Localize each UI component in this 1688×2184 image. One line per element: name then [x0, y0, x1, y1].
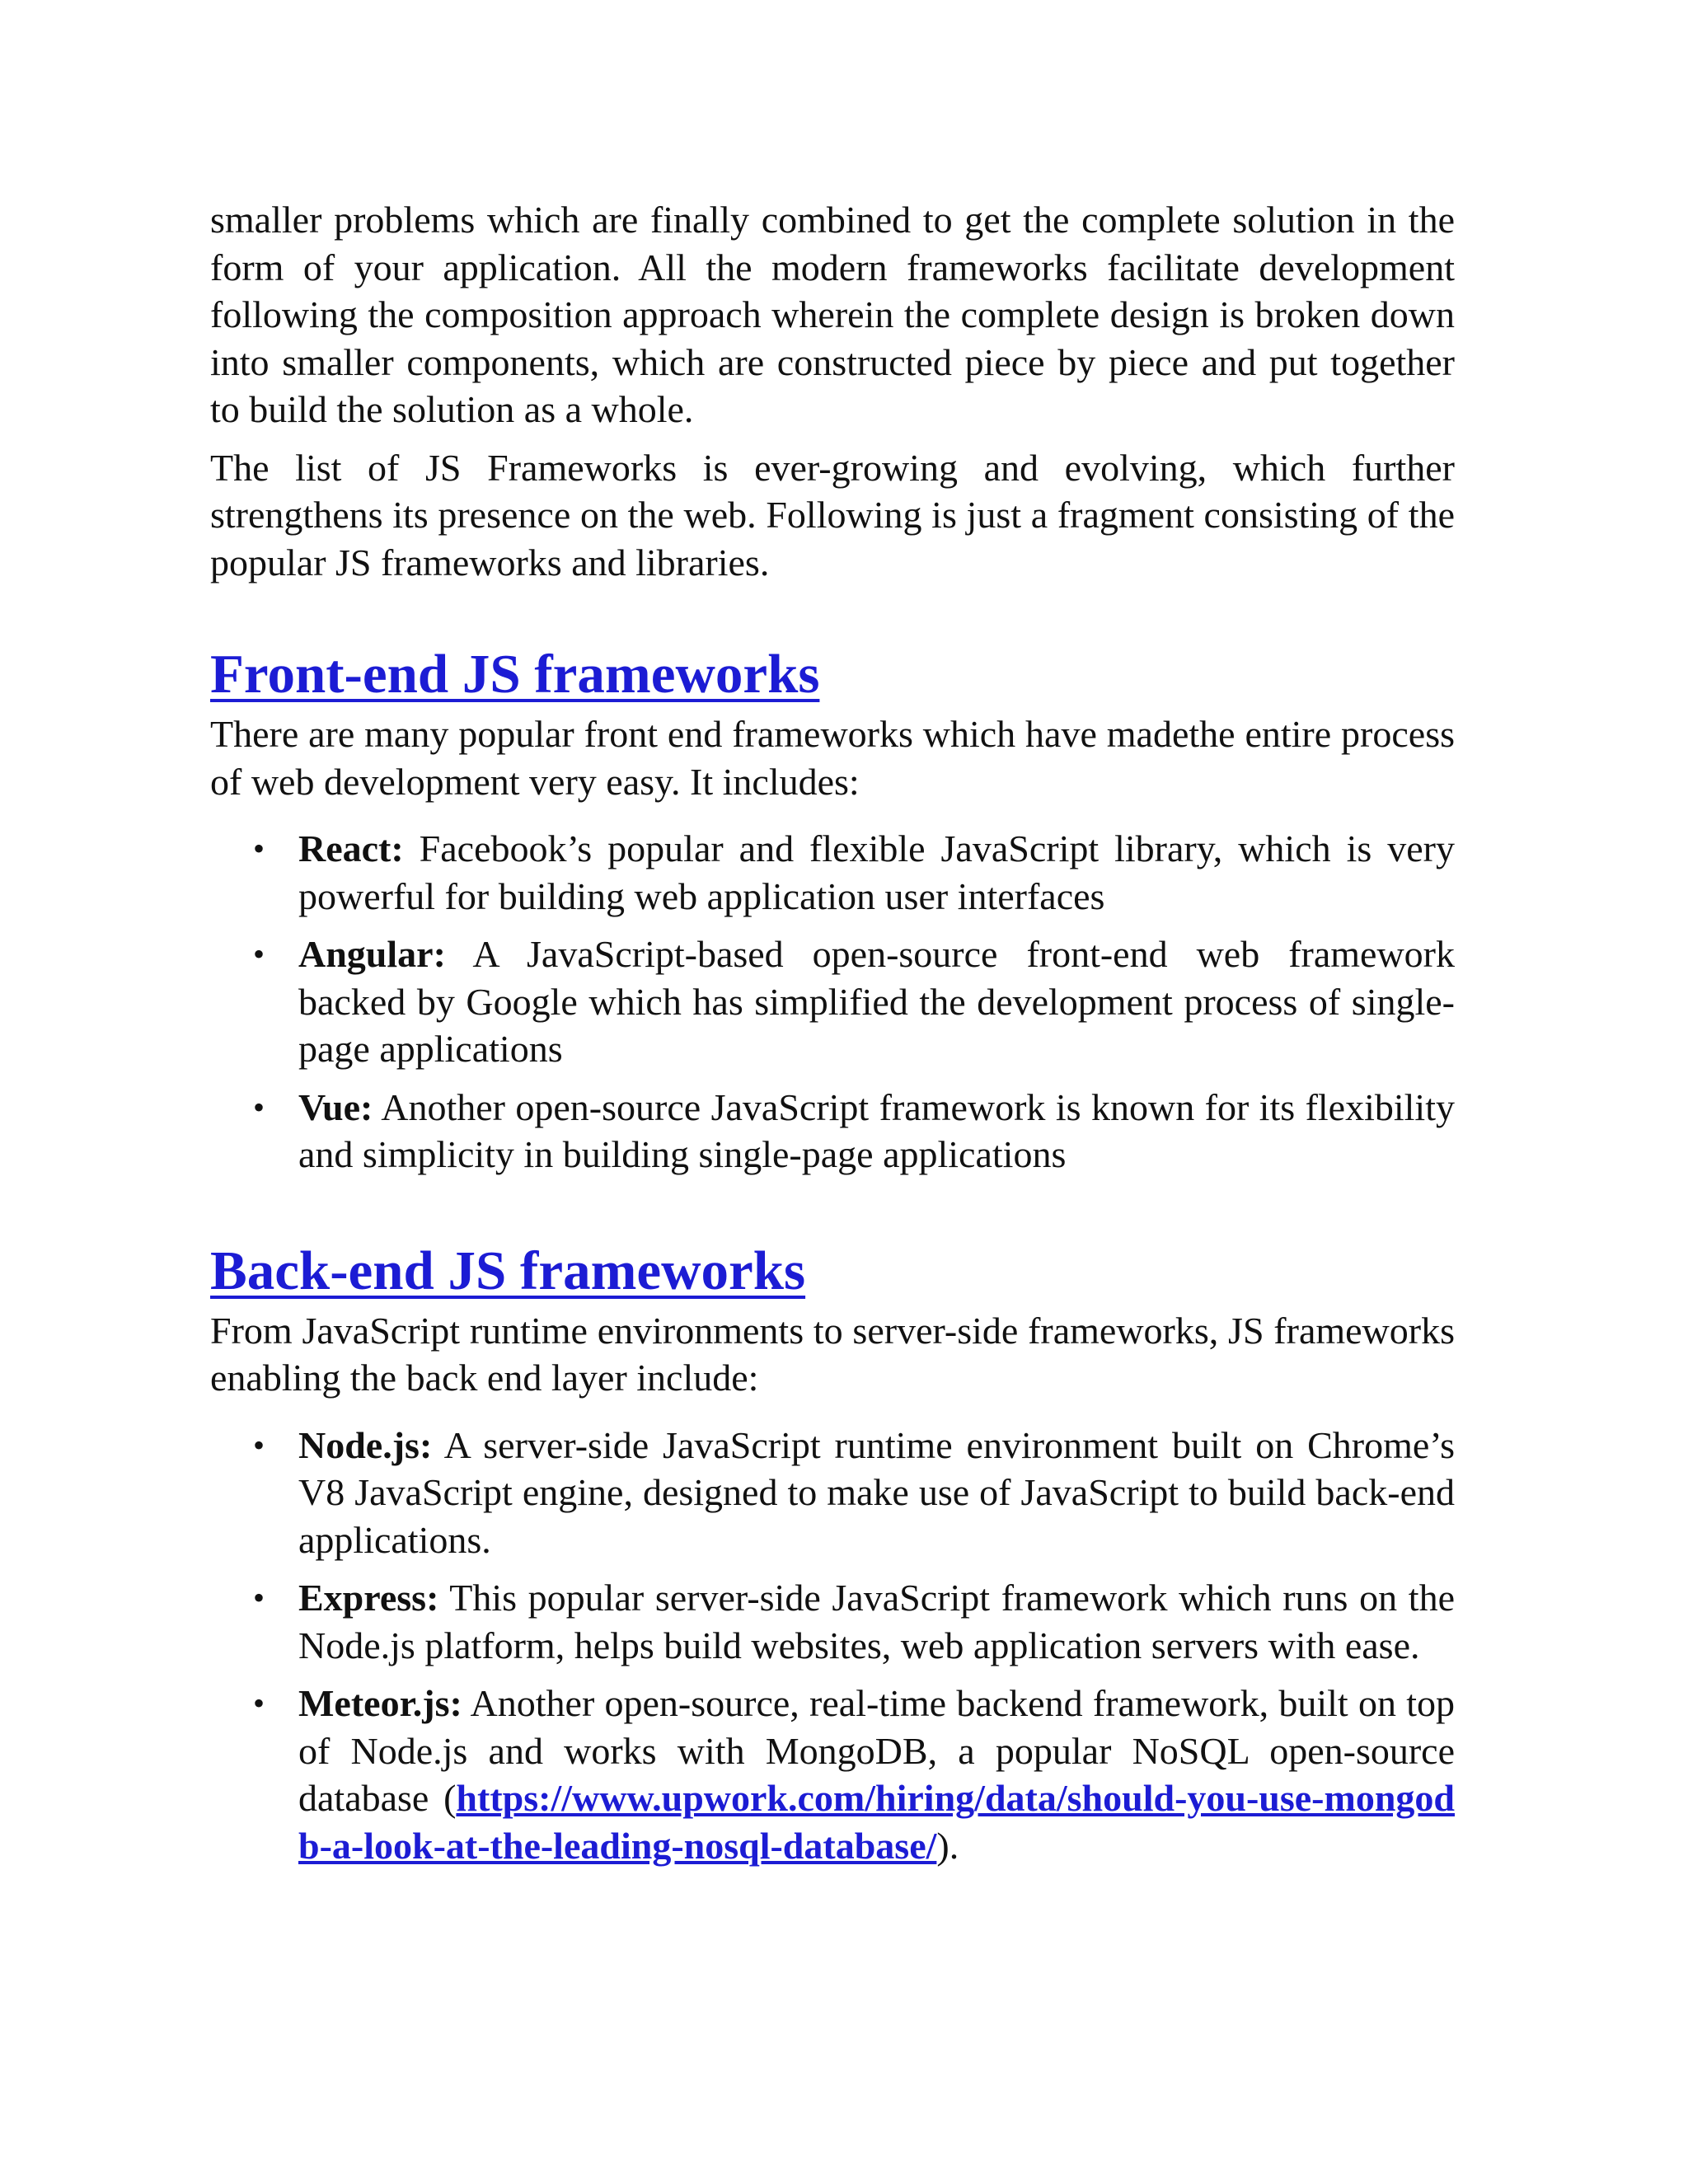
item-term: Meteor.js:	[298, 1682, 462, 1724]
item-text: Another open-source JavaScript framework is known for its flexibility and simplicity in building single-page applications	[298, 1085, 1455, 1175]
intro-paragraph-1: smaller problems which are finally combined to get the complete solution in the form of your application. All the modern frameworks facilitate development following the composition approach wherein the complete design is broken down into smaller components, which are constructed piece by piece and put together to build the solution as a whole.	[210, 199, 1455, 430]
list-item-angular	[210, 930, 1455, 1073]
frontend-intro: There are many popular front end frameworks which have madethe entire process of web development very easy. It includes:	[210, 713, 1455, 803]
item-text: A server-side JavaScript runtime environment built on Chrome’s V8 JavaScript engine, designed to make use of JavaScript to build back-end applications.	[298, 1423, 1455, 1561]
item-text: This popular server-side JavaScript framework which runs on the Node.js platform, helps build websites, web application servers with ease.	[298, 1577, 1455, 1666]
intro-paragraph-2: The list of JS Frameworks is ever-growing and evolving, which further strengthens its presence on the web. Following is just a fragment consisting of the popular JS frameworks and libraries.	[210, 446, 1455, 583]
list-item-nodejs	[210, 1422, 1455, 1564]
backend-intro: From JavaScript runtime environments to server-side frameworks, JS frameworks enabling the back end layer include:	[210, 1309, 1455, 1399]
item-term: React:	[298, 827, 404, 869]
item-text-after: ).	[936, 1824, 959, 1867]
bullet-icon: •	[253, 830, 265, 867]
item-term: Angular:	[298, 933, 446, 975]
list-item-vue	[210, 1084, 1455, 1179]
item-text: Another open-source, real-time backend framework, built on top of Node.js and works with MongoDB, a popular NoSQL open-source database (	[298, 1682, 1455, 1819]
list-item-meteorjs	[210, 1680, 1455, 1869]
bullet-icon: •	[253, 1088, 265, 1126]
frontend-heading[interactable]: Front-end JS frameworks	[210, 644, 820, 705]
mongodb-article-link[interactable]: https://www.upwork.com/hiring/data/should-you-use-mongodb-a-look-at-the-leading-nosql-database/	[298, 1777, 1455, 1867]
bullet-icon: •	[253, 935, 265, 972]
bullet-icon: •	[253, 1426, 265, 1464]
item-term: Node.js:	[298, 1423, 433, 1466]
list-item-express	[210, 1574, 1455, 1669]
item-term: Vue:	[298, 1085, 373, 1128]
frontend-list	[210, 825, 1455, 1179]
item-text: A JavaScript-based open-source front-end web framework backed by Google which has simplified the development process of single-page applications	[298, 933, 1455, 1070]
backend-list	[210, 1422, 1455, 1870]
document-page	[210, 196, 1455, 1880]
bullet-icon: •	[253, 1579, 265, 1616]
item-text: Facebook’s popular and flexible JavaScript library, which is very powerful for building web application user interfaces	[298, 827, 1455, 917]
backend-heading[interactable]: Back-end JS frameworks	[210, 1240, 806, 1301]
list-item-react	[210, 825, 1455, 920]
bullet-icon: •	[253, 1685, 265, 1722]
item-term: Express:	[298, 1577, 439, 1619]
